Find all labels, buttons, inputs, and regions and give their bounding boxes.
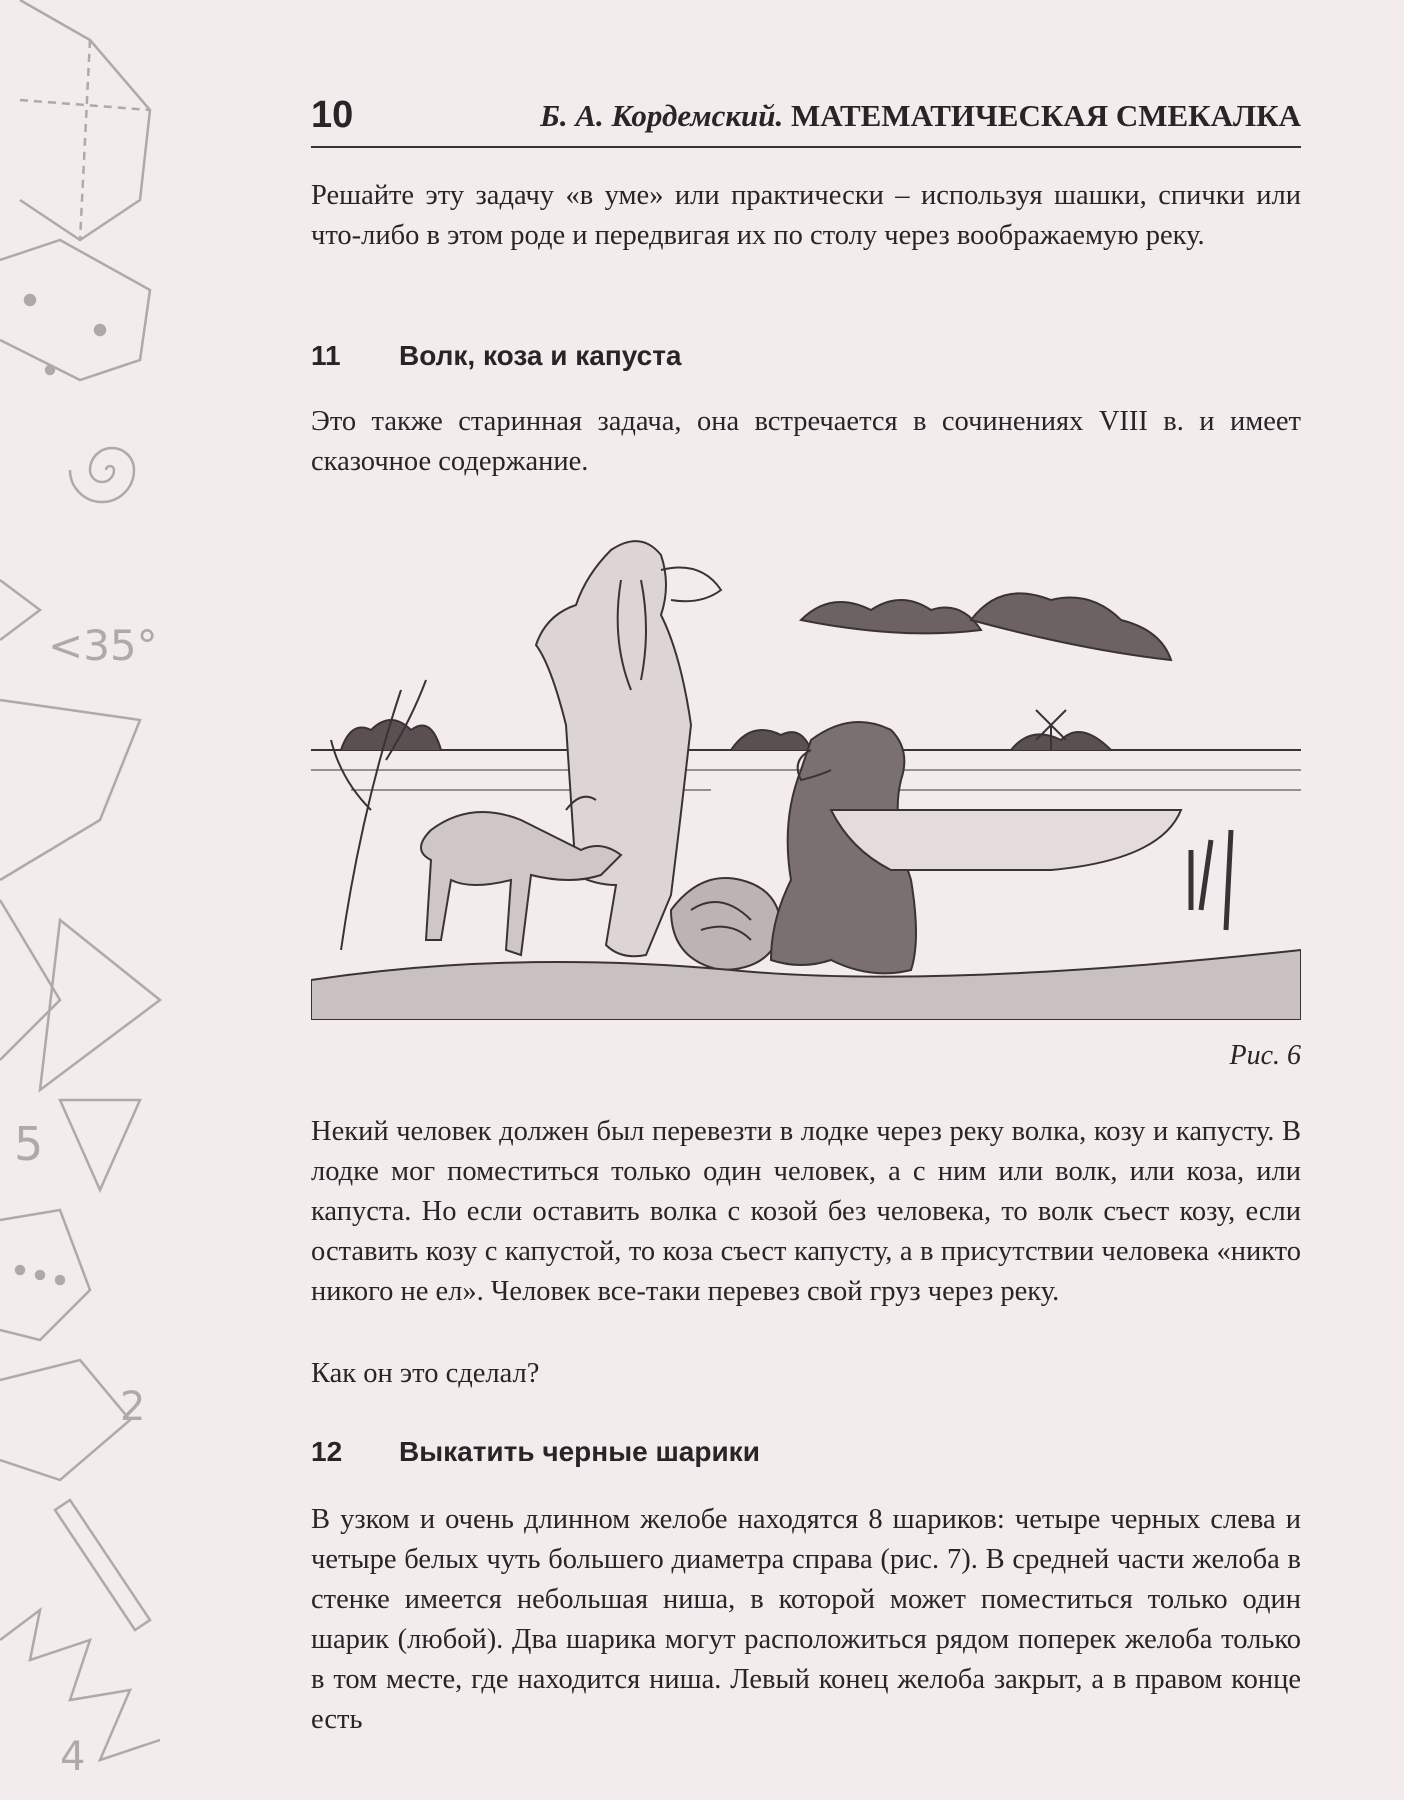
cloud-1: [801, 600, 981, 633]
problem-11-heading: [311, 336, 1301, 376]
figure-6-caption: Рис. 6: [1229, 1040, 1301, 1071]
pencil-drawing: [55, 1500, 150, 1630]
problem-11-question: Как он это сделал?: [311, 1358, 540, 1389]
digit-mark-5: 5: [14, 1117, 44, 1171]
problem-11-lead: Это также старинная задача, она встречается в сочинениях VIII в. и имеет сказочное содержание.: [311, 406, 1301, 477]
man-figure: [536, 541, 691, 956]
man-arm: [661, 568, 721, 602]
problem-11-number: 11: [311, 340, 341, 371]
running-book-title: МАТЕМАТИЧЕСКАЯ СМЕКАЛКА: [791, 98, 1301, 133]
problem-12-number: 12: [311, 1436, 343, 1467]
running-author: Б. А. Кордемский.: [540, 98, 784, 133]
pyramid-drawing: [0, 700, 140, 880]
cube-drawing: [20, 0, 150, 240]
die-drawing: [0, 240, 150, 380]
running-title: [540, 96, 1301, 136]
margin-doodles: [0, 0, 170, 1800]
problem-12-body: В узком и очень длинном желобе находятся 8 шариков: четыре черных слева и четыре белых чуть большего диаметра справа (рис. 7). В средней части желоба в стенке имеется небольшая ниша, в которой может поместиться только один шарик (любой). Два шарика могут расположиться рядом поперек желоба только в том месте, где находится ниша. Левый конец желоба закрыт, а в правом конце есть: [311, 1504, 1301, 1735]
boat-figure: [831, 810, 1181, 870]
figure-6-illustration: [311, 510, 1301, 1020]
cabbage-figure: [671, 878, 781, 970]
mooring-posts: [1191, 830, 1231, 930]
angle-mark: <35°: [48, 621, 158, 670]
digit-mark-2: 2: [120, 1384, 146, 1430]
problem-12-title: Выкатить черные шарики: [399, 1436, 760, 1467]
bare-branch: [331, 680, 426, 950]
page-number: 10: [311, 94, 354, 136]
running-head: [311, 92, 1301, 148]
cloud-2: [971, 593, 1171, 660]
intro-paragraph: Решайте эту задачу «в уме» или практически – используя шашки, спички или что-либо в этом роде и передвигая их по столу через воображаемую реку.: [311, 180, 1301, 251]
trees-middle: [731, 730, 811, 750]
problem-11-body: Некий человек должен был перевезти в лодке через реку волка, козу и капусту. В лодке мог поместиться только один человек, а с ним или волк, или коза, или капуста. Но если оставить волка с козой без человека, то волк съест козу, если оставить козу с капустой, то коза съест капусту, а в присутствии человека «никто никого не ел». Человек все-таки перевез свой груз через реку.: [311, 1116, 1301, 1307]
problem-12-heading: [311, 1432, 1301, 1472]
problem-11-title: Волк, коза и капуста: [399, 340, 682, 371]
digit-mark-4: 4: [60, 1734, 86, 1780]
spiral-drawing: [70, 448, 134, 502]
